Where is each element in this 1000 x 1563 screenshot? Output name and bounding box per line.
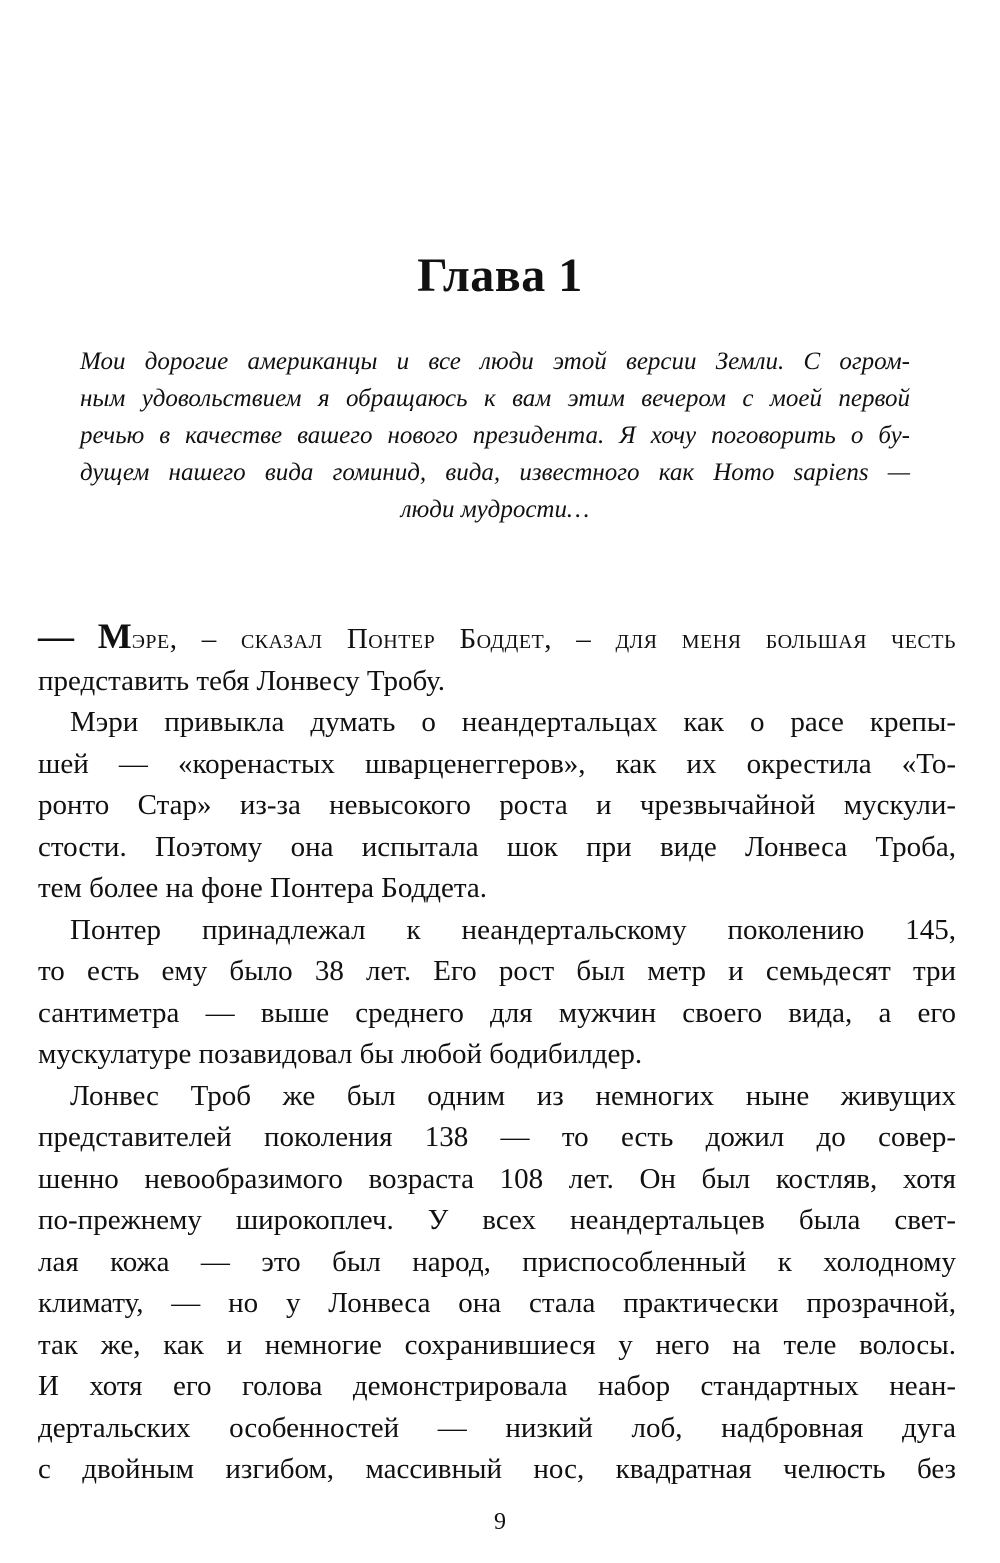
text-line: с двойным изгибом, массивный нос, квадратная челюсть без [38,1453,956,1485]
text-line: Лонвес Троб же был одним из немногих ныне живущих [70,1079,956,1112]
text-line: лая кожа — это был народ, приспособленный к холодному [38,1245,956,1278]
epigraph-line: Мои дорогие американцы и все люди этой версии Земли. С огром- [80,348,910,375]
epigraph-line: ным удовольствием я обращаюсь к вам этим вечером с моей первой [80,385,910,412]
text-line: так же, как и немногие сохранившиеся у него на теле волосы. [38,1328,956,1361]
body-text [38,616,956,1491]
text-line: Мэри привыкла думать о неандертальцах как о расе крепы- [70,706,956,738]
text-line: климату, — но у Лонвеса она стала практически прозрачной, [38,1287,956,1319]
text-line: И хотя его голова демонстрировала набор стандартных неан- [38,1370,956,1402]
opening-line [38,616,956,661]
text-line: представить тебя Лонвесу Тробу. [38,664,445,697]
opening-dash: — [38,616,74,656]
text-line: шенно невообразимого возраста 108 лет. Он был костляв, хотя [38,1162,956,1195]
text-line: дертальских особенностей — низкий лоб, надбровная дуга [38,1411,956,1444]
text-line: сантиметра — выше среднего для мужчин своего вида, а его [38,996,956,1029]
text-line: шей — «коренастых шварценеггеров», как их окрестила «То- [38,747,956,780]
epigraph [80,343,910,528]
text-line: по-прежнему широкоплеч. У всех неандертальцев была свет- [38,1204,956,1236]
epigraph-line: люди мудрости… [400,496,590,523]
text-line: представителей поколения 138 — то есть дожил до совер- [38,1121,956,1153]
text-line: ронто Стар» из-за невысокого роста и чрезвычайной мускули- [38,789,956,821]
page-number: 9 [494,1509,506,1535]
chapter-title: Глава 1 [417,249,583,302]
text-line: стости. Поэтому она испытала шок при виде Лонвеса Троба, [38,830,956,863]
text-line: мускулатуре позавидовал бы любой бодибилдер. [38,1038,643,1070]
text-line: то есть ему было 38 лет. Его рост был метр и семьдесят три [38,955,956,987]
text-line: тем более на фоне Понтера Боддета. [38,872,488,904]
epigraph-line: речью в качестве вашего нового президента. Я хочу поговорить о бу- [80,422,910,449]
opening-smallcaps: эре, – сказал Понтер Боддет, – для меня большая честь [131,623,957,655]
text-line: Понтер принадлежал к неандертальскому поколению 145, [70,913,956,946]
drop-cap-letter: М [97,616,132,656]
epigraph-line: дущем нашего вида гоминид, вида, известного как Homo sapiens — [80,459,910,486]
